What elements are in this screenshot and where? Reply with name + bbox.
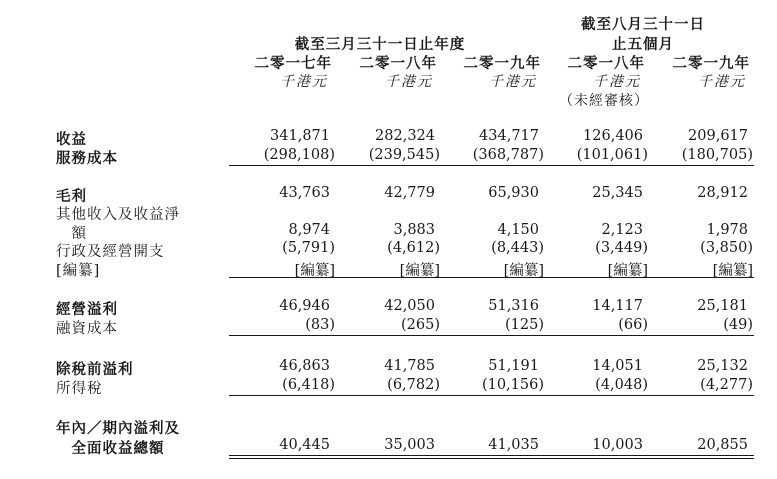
column-year-header: 二零一八年 — [567, 56, 645, 72]
period-group-header-line1: 截至八月三十一日 — [581, 17, 705, 33]
row-value-cell: 10,003 — [592, 437, 643, 453]
row-value-cell: (4,277) — [700, 377, 753, 393]
subtotal-underline — [437, 165, 545, 166]
subtotal-underline — [541, 335, 649, 336]
row-value-cell: 43,763 — [279, 185, 330, 201]
row-label: 全面收益總額 — [56, 441, 165, 457]
row-value-cell: (6,782) — [387, 377, 440, 393]
subtotal-underline — [645, 277, 754, 278]
row-value-cell: 65,930 — [488, 185, 539, 201]
column-unit-label: 千港元 — [280, 74, 328, 90]
row-value-cell: 14,051 — [592, 358, 643, 374]
column-year-header: 二零一九年 — [672, 56, 750, 72]
subtotal-underline — [437, 395, 545, 396]
row-label: 所得稅 — [56, 381, 103, 397]
subtotal-underline — [333, 335, 441, 336]
row-value-cell: 42,779 — [384, 185, 435, 201]
row-value-cell: (125) — [505, 317, 544, 333]
row-value-cell: (5,791) — [282, 240, 335, 256]
row-value-cell: 51,316 — [488, 298, 539, 314]
subtotal-underline — [541, 165, 649, 166]
row-value-cell: (10,156) — [481, 377, 544, 393]
row-label: 融資成本 — [56, 321, 118, 337]
row-value-cell: 341,871 — [270, 128, 330, 144]
subtotal-underline — [333, 277, 441, 278]
row-label: 收益 — [56, 132, 87, 148]
row-value-cell: 42,050 — [384, 298, 435, 314]
total-double-underline — [229, 455, 336, 459]
row-value-cell: [編纂] — [712, 263, 753, 279]
row-value-cell: [編纂] — [607, 263, 648, 279]
row-value-cell: (298,108) — [263, 147, 335, 163]
total-double-underline — [437, 455, 545, 459]
subtotal-underline — [541, 277, 649, 278]
subtotal-underline — [645, 395, 754, 396]
column-unit-label: 千港元 — [698, 74, 746, 90]
row-value-cell: 41,035 — [488, 437, 539, 453]
row-value-cell: 126,406 — [583, 128, 643, 144]
row-value-cell: (368,787) — [472, 147, 544, 163]
subtotal-underline — [229, 277, 336, 278]
row-label: 額 — [56, 226, 87, 242]
row-value-cell: (8,443) — [491, 240, 544, 256]
row-value-cell: (83) — [305, 317, 335, 333]
row-value-cell: (4,048) — [595, 377, 648, 393]
subtotal-underline — [229, 165, 336, 166]
row-value-cell: 20,855 — [697, 437, 748, 453]
total-double-underline — [333, 455, 441, 459]
row-value-cell: (3,449) — [595, 240, 648, 256]
row-value-cell: (3,850) — [700, 240, 753, 256]
row-value-cell: 40,445 — [279, 437, 330, 453]
subtotal-underline — [541, 395, 649, 396]
column-unit-label: 千港元 — [489, 74, 537, 90]
row-value-cell: 25,181 — [697, 298, 748, 314]
row-label: 年內／期內溢利及 — [56, 421, 180, 437]
row-value-cell: (4,612) — [387, 240, 440, 256]
row-value-cell: 35,003 — [384, 437, 435, 453]
row-value-cell: (6,418) — [282, 377, 335, 393]
row-value-cell: 1,978 — [706, 222, 748, 238]
unaudited-note: （未經審核） — [559, 93, 649, 109]
column-year-header: 二零一七年 — [254, 56, 332, 72]
row-label: 經營溢利 — [56, 302, 118, 318]
subtotal-underline — [437, 277, 545, 278]
row-value-cell: 2,123 — [601, 222, 643, 238]
row-value-cell: 51,191 — [488, 358, 539, 374]
row-value-cell: 46,863 — [279, 358, 330, 374]
column-unit-label: 千港元 — [385, 74, 433, 90]
period-group-header-line2: 止五個月 — [612, 37, 674, 53]
row-label: 除稅前溢利 — [56, 362, 134, 378]
column-unit-label: 千港元 — [593, 74, 641, 90]
subtotal-underline — [645, 335, 754, 336]
row-value-cell: 434,717 — [479, 128, 539, 144]
row-label: 其他收入及收益淨 — [56, 207, 180, 223]
row-value-cell: (101,061) — [576, 147, 648, 163]
column-year-header: 二零一九年 — [463, 56, 541, 72]
row-value-cell: 3,883 — [393, 222, 435, 238]
row-value-cell: 14,117 — [592, 298, 643, 314]
row-value-cell: 46,946 — [279, 298, 330, 314]
subtotal-underline — [333, 165, 441, 166]
row-label: 服務成本 — [56, 151, 118, 167]
row-value-cell: 41,785 — [384, 358, 435, 374]
row-value-cell: (49) — [723, 317, 753, 333]
row-value-cell: 209,617 — [688, 128, 748, 144]
row-value-cell: [編纂] — [399, 263, 440, 279]
row-label: 毛利 — [56, 189, 87, 205]
row-value-cell: 25,132 — [697, 358, 748, 374]
subtotal-underline — [333, 395, 441, 396]
row-value-cell: [編纂] — [294, 263, 335, 279]
fiscal-year-group-header: 截至三月三十一日止年度 — [294, 37, 466, 53]
row-value-cell: [編纂] — [503, 263, 544, 279]
total-double-underline — [645, 455, 754, 459]
row-value-cell: 282,324 — [375, 128, 435, 144]
row-value-cell: 25,345 — [592, 185, 643, 201]
row-value-cell: 28,912 — [697, 185, 748, 201]
subtotal-underline — [229, 395, 336, 396]
row-value-cell: 8,974 — [288, 222, 330, 238]
row-label: [編纂] — [56, 263, 101, 279]
row-label: 行政及經營開支 — [56, 244, 165, 260]
subtotal-underline — [437, 335, 545, 336]
column-year-header: 二零一八年 — [359, 56, 437, 72]
subtotal-underline — [229, 335, 336, 336]
row-value-cell: (66) — [618, 317, 648, 333]
total-double-underline — [541, 455, 649, 459]
row-value-cell: (239,545) — [368, 147, 440, 163]
subtotal-underline — [645, 165, 754, 166]
row-value-cell: 4,150 — [497, 222, 539, 238]
row-value-cell: (265) — [401, 317, 440, 333]
row-value-cell: (180,705) — [681, 147, 753, 163]
